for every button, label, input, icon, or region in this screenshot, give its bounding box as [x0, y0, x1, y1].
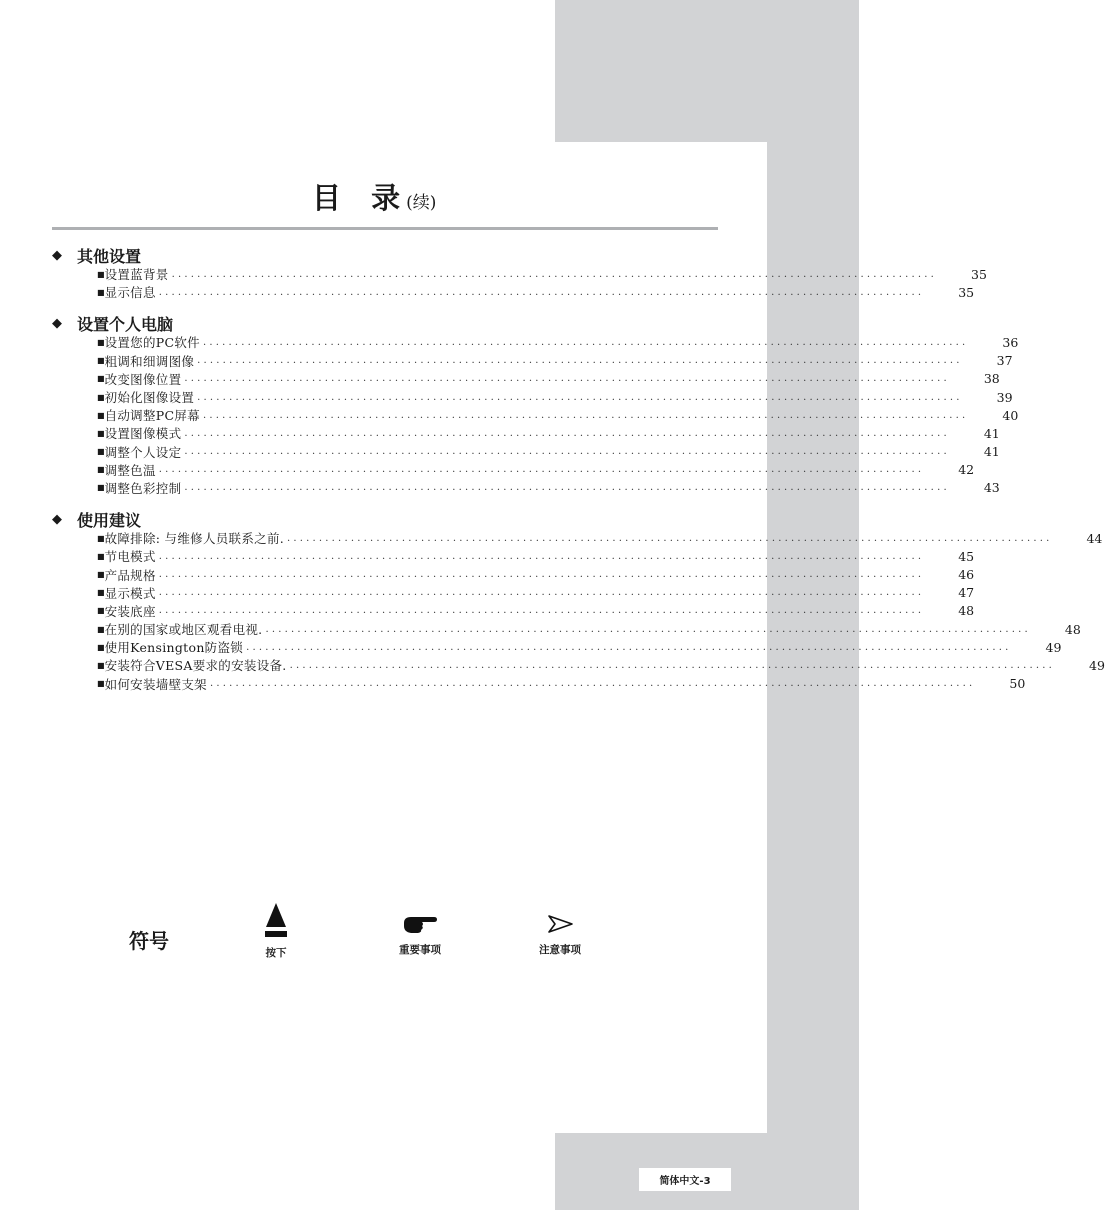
toc-section [52, 313, 1019, 497]
legend-caption-note: 注意事项 [539, 944, 581, 956]
legend-symbol-press [250, 903, 302, 960]
square-bullet-icon: ■ [97, 356, 105, 366]
toc-entry-label: 使用Kensington防盗锁 [104, 640, 244, 656]
dot-leader: ........................................................................................................................ [171, 268, 938, 280]
toc-section-heading [52, 313, 672, 333]
square-bullet-icon: ■ [97, 483, 105, 493]
toc-section [52, 509, 1105, 693]
toc-entry-label: 节电模式 [104, 549, 156, 565]
square-bullet-icon: ■ [97, 287, 105, 297]
toc-entry-page: 46 [958, 567, 975, 583]
toc-entry-page: 48 [1064, 621, 1081, 637]
toc-section-title: 其他设置 [77, 246, 142, 266]
toc-entry-page: 42 [958, 462, 975, 478]
pointing-hand-icon [402, 914, 438, 934]
toc-entry-page: 41 [983, 444, 1000, 460]
legend-symbol-important [380, 914, 460, 957]
square-bullet-icon: ■ [97, 410, 105, 420]
toc-entry-label: 如何安装墙壁支架 [104, 676, 207, 692]
toc-entry-page: 38 [983, 371, 1000, 387]
arrow-pointer-icon [546, 914, 574, 934]
square-bullet-icon: ■ [97, 337, 105, 347]
legend-symbol-note [520, 914, 600, 957]
dot-leader: ........................................................................................................................ [158, 550, 925, 562]
toc-entry-label: 在别的国家或地区观看电视. [104, 622, 263, 638]
square-bullet-icon: ■ [97, 551, 105, 561]
toc-entry[interactable] [52, 675, 1026, 693]
toc-entry-label: 改变图像位置 [104, 371, 182, 387]
dot-leader: ........................................................................................................................ [158, 286, 925, 298]
toc-entry-label: 自动调整PC屏幕 [104, 408, 200, 424]
toc-entry-page: 47 [958, 585, 975, 601]
toc-entry[interactable] [52, 352, 1013, 370]
toc-entry-label: 安装底座 [104, 603, 156, 619]
toc-entry-page: 48 [958, 603, 975, 619]
toc-section-title: 设置个人电脑 [77, 314, 174, 334]
toc-entry[interactable] [52, 461, 975, 479]
square-bullet-icon: ■ [97, 624, 105, 634]
square-bullet-icon: ■ [97, 660, 105, 670]
toc-entry[interactable] [52, 265, 987, 283]
legend-caption-important: 重要事项 [399, 944, 441, 956]
dot-leader: ........................................................................................................................ [209, 678, 976, 690]
toc-section-heading [52, 509, 672, 529]
square-bullet-icon: ■ [97, 447, 105, 457]
page-number-box [639, 1168, 731, 1191]
toc-entry-label: 产品规格 [104, 567, 156, 583]
toc-entry-page: 49 [1045, 639, 1062, 655]
toc-entry-page: 35 [971, 266, 987, 282]
page-title-sub: (续) [406, 193, 437, 213]
dot-leader: ........................................................................................................................ [246, 641, 1012, 653]
dot-leader: ........................................................................................................................ [158, 605, 925, 617]
dot-leader: ........................................................................................................................ [184, 373, 950, 385]
toc-entry[interactable] [52, 424, 1000, 442]
toc-entry[interactable] [52, 388, 1013, 406]
toc-entry-label: 显示信息 [104, 285, 156, 301]
toc-entry-page: 49 [1089, 657, 1105, 673]
toc-entry-label: 调整色温 [104, 462, 156, 478]
diamond-bullet-icon: ◆ [52, 247, 62, 263]
toc-entry-page: 36 [1002, 334, 1019, 350]
toc-entry[interactable] [52, 547, 975, 565]
dot-leader: ........................................................................................................................ [184, 482, 950, 494]
dot-leader: ........................................................................................................................ [184, 427, 950, 439]
toc-entry[interactable] [52, 443, 1000, 461]
dot-leader: ........................................................................................................................ [158, 569, 925, 581]
toc-entry-label: 故障排除: 与维修人员联系之前. [104, 531, 285, 547]
toc-entry-page: 39 [996, 389, 1013, 405]
toc-entry-label: 安装符合VESA要求的安装设备. [104, 658, 287, 674]
dot-leader: ........................................................................................................................ [158, 464, 925, 476]
page-title-main: 目 录 [312, 181, 411, 215]
dot-leader: ........................................................................................................................ [197, 355, 963, 367]
dot-leader: ........................................................................................................................ [158, 587, 925, 599]
toc-entry-page: 37 [996, 353, 1013, 369]
toc-entry[interactable] [52, 370, 1000, 388]
square-bullet-icon: ■ [97, 588, 105, 598]
toc-entry-label: 显示模式 [104, 585, 156, 601]
toc-section-title: 使用建议 [77, 510, 142, 530]
square-bullet-icon: ■ [97, 533, 105, 543]
toc-entry-page: 44 [1086, 530, 1103, 546]
toc-entry[interactable] [52, 638, 1062, 656]
diamond-bullet-icon: ◆ [52, 511, 62, 527]
square-bullet-icon: ■ [97, 642, 105, 652]
dot-leader: ........................................................................................................................ [289, 659, 1056, 671]
legend-label: 符号 [129, 929, 169, 953]
dot-leader: ........................................................................................................................ [287, 532, 1053, 544]
page-number: 简体中文-3 [659, 1176, 711, 1187]
toc-entry-page: 43 [983, 480, 1000, 496]
toc-entry-label: 调整个人设定 [104, 444, 182, 460]
toc-entry-page: 41 [983, 425, 1000, 441]
dot-leader: ........................................................................................................................ [202, 409, 969, 421]
dot-leader: ........................................................................................................................ [202, 336, 969, 348]
square-bullet-icon: ■ [97, 465, 105, 475]
toc-entry-label: 粗调和细调图像 [104, 353, 195, 369]
legend-caption-press: 按下 [265, 947, 287, 959]
toc-entry[interactable] [52, 406, 1019, 424]
toc-entry-page: 45 [958, 548, 975, 564]
table-of-contents [52, 245, 1105, 705]
dot-leader: ........................................................................................................................ [265, 623, 1031, 635]
square-bullet-icon: ■ [97, 679, 105, 689]
toc-entry[interactable] [52, 529, 1103, 547]
toc-entry[interactable] [52, 602, 975, 620]
square-bullet-icon: ■ [97, 570, 105, 580]
toc-entry-page: 35 [958, 284, 975, 300]
toc-entry-page: 40 [1002, 407, 1019, 423]
square-bullet-icon: ■ [97, 392, 105, 402]
toc-entry[interactable] [52, 283, 975, 301]
diamond-bullet-icon: ◆ [52, 315, 62, 331]
square-bullet-icon: ■ [97, 606, 105, 616]
toc-entry-label: 初始化图像设置 [104, 390, 195, 406]
press-triangle-icon [264, 903, 288, 937]
dot-leader: ........................................................................................................................ [197, 391, 963, 403]
toc-entry-label: 设置图像模式 [104, 426, 182, 442]
toc-entry[interactable] [52, 565, 975, 583]
toc-entry[interactable] [52, 479, 1000, 497]
toc-entry-label: 设置蓝背景 [104, 267, 169, 283]
toc-entry[interactable] [52, 584, 975, 602]
toc-section [52, 245, 987, 301]
toc-entry[interactable] [52, 620, 1081, 638]
square-bullet-icon: ■ [97, 269, 105, 279]
toc-entry[interactable] [52, 656, 1105, 674]
toc-entry-label: 设置您的PC软件 [104, 335, 200, 351]
square-bullet-icon: ■ [97, 374, 105, 384]
toc-section-heading [52, 245, 672, 265]
toc-entry-page: 50 [1009, 676, 1026, 692]
square-bullet-icon: ■ [97, 428, 105, 438]
toc-entry[interactable] [52, 333, 1019, 351]
toc-entry-label: 调整色彩控制 [104, 480, 182, 496]
title-divider [52, 227, 718, 230]
dot-leader: ........................................................................................................................ [184, 446, 950, 458]
